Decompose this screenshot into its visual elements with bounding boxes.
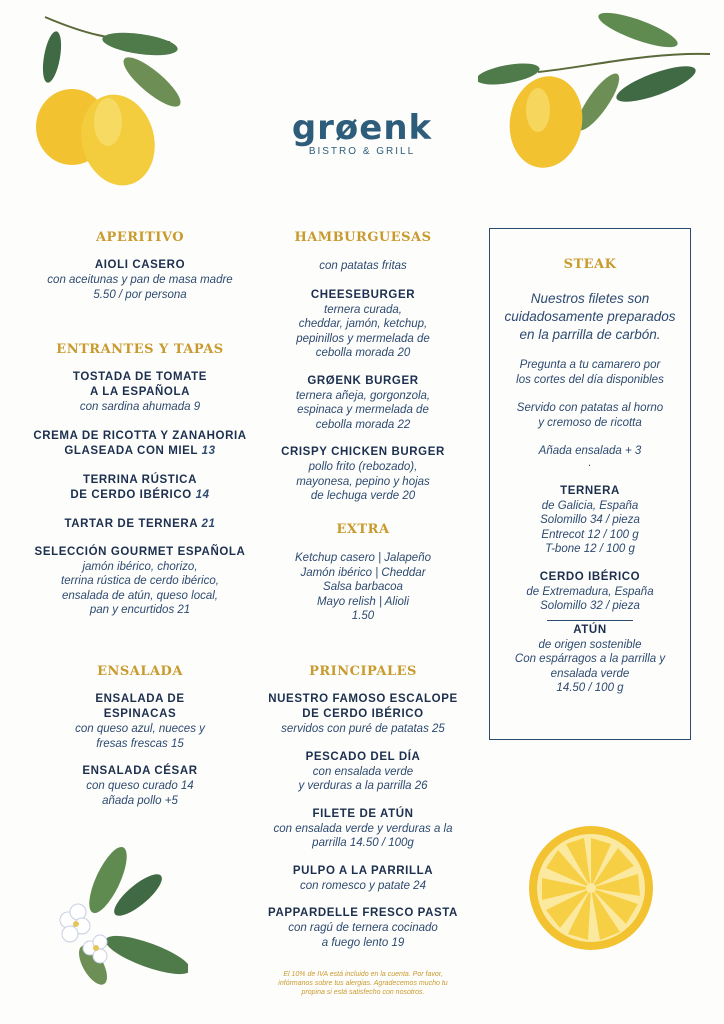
menu-item xyxy=(253,692,473,737)
steak-item xyxy=(490,570,690,614)
item-desc: cebolla morada 22 xyxy=(315,418,411,431)
item-desc: 14.50 / 100 g xyxy=(556,682,624,694)
item-name: ESPINACAS xyxy=(103,708,177,720)
section-title: APERITIVO xyxy=(95,230,185,245)
item-name: TOSTADA DE TOMATE xyxy=(72,371,208,383)
menu-item xyxy=(253,864,473,894)
extra-line: Mayo relish | Alioli xyxy=(316,595,410,608)
item-price: 21 xyxy=(201,517,216,530)
item-name: FILETE DE ATÚN xyxy=(312,807,414,820)
item-desc: mayonesa, pepino y hojas xyxy=(296,475,430,488)
item-name: NUESTRO FAMOSO ESCALOPE xyxy=(268,693,458,705)
ensalada-section xyxy=(20,664,260,808)
item-desc: de origen sostenible xyxy=(538,638,642,651)
extra-line: Jamón ibérico | Cheddar xyxy=(300,566,426,579)
menu-item xyxy=(253,750,473,794)
steak-item xyxy=(490,623,690,696)
item-desc: T-bone 12 / 100 g xyxy=(545,543,635,555)
item-name: CREMA DE RICOTTA Y ZANAHORIA xyxy=(33,429,247,442)
menu-item xyxy=(253,288,473,361)
item-price: 5.50 / por persona xyxy=(93,288,187,301)
item-price: 13 xyxy=(201,444,216,457)
item-desc: añada pollo +5 xyxy=(102,794,178,807)
item-name: TERNERA xyxy=(560,484,620,497)
item-desc: con queso curado 14 xyxy=(86,780,194,792)
lemon-slice-illustration xyxy=(526,824,656,952)
section-subtitle: con patatas fritas xyxy=(319,260,407,272)
steak-note: Servido con patatas al horno xyxy=(516,402,664,414)
brand-name: grøenk xyxy=(291,108,433,148)
item-desc: con queso azul, nueces y xyxy=(75,723,205,735)
item-desc: pollo frito (rebozado), xyxy=(308,461,418,473)
brand-logo xyxy=(262,108,462,157)
item-desc: jamón ibérico, chorizo, xyxy=(82,560,198,573)
item-name: PULPO A LA PARRILLA xyxy=(292,864,434,877)
item-name: SELECCIÓN GOURMET ESPAÑOLA xyxy=(34,545,246,558)
section-title: EXTRA xyxy=(336,522,390,537)
lemon-branch-right-illustration xyxy=(478,12,714,182)
item-desc: terrina rústica de cerdo ibérico, xyxy=(61,575,219,587)
item-name: GLASEADA CON MIEL xyxy=(64,444,198,457)
item-desc: pepinillos y mermelada de xyxy=(296,332,430,345)
item-name: GRØENK BURGER xyxy=(307,374,419,387)
section-title: ENTRANTES Y TAPAS xyxy=(56,342,224,357)
steak-intro-line: Nuestros filetes son xyxy=(530,291,650,306)
item-name: PAPPARDELLE FRESCO PASTA xyxy=(268,907,458,919)
footer-line: propina si está satisfecho con nosotros. xyxy=(301,989,425,996)
item-desc: parrilla 14.50 / 100g xyxy=(312,837,414,849)
footer-line: El 10% de IVA está incluido en la cuenta. Por favor, xyxy=(283,971,443,978)
item-desc: con ensalada verde xyxy=(312,765,414,778)
section-title: STEAK xyxy=(563,257,617,272)
item-desc: con romesco y patate 24 xyxy=(300,879,426,892)
menu-item xyxy=(20,258,260,302)
menu-item xyxy=(253,374,473,433)
item-desc: cheddar, jamón, ketchup, xyxy=(298,318,428,330)
item-desc: ensalada verde xyxy=(550,667,630,680)
item-desc: ternera curada, xyxy=(324,303,402,316)
item-desc: cebolla morada 20 xyxy=(315,347,411,359)
menu-item xyxy=(20,473,260,503)
hamburguesas-section xyxy=(253,230,473,504)
menu-item xyxy=(253,445,473,504)
item-name: CRISPY CHICKEN BURGER xyxy=(281,446,445,458)
item-name: CERDO IBÉRICO xyxy=(539,570,641,583)
steak-intro-line: en la parrilla de carbón. xyxy=(519,327,661,342)
lemon-branch-left-illustration xyxy=(20,12,190,202)
extra-section xyxy=(253,522,473,624)
extra-line: Salsa barbacoa xyxy=(323,581,403,593)
item-name: ATÚN xyxy=(573,623,607,636)
item-name: DE CERDO IBÉRICO xyxy=(302,708,424,720)
menu-item xyxy=(20,692,260,751)
item-name: ENSALADA CÉSAR xyxy=(82,765,198,777)
item-desc: fresas frescas 15 xyxy=(96,737,184,750)
item-desc: de lechuga verde 20 xyxy=(310,490,416,502)
steak-note: Añada ensalada + 3 xyxy=(538,445,642,457)
item-desc: Entrecot 12 / 100 g xyxy=(541,528,639,541)
aperitivo-section xyxy=(20,230,260,302)
item-desc: servidos con puré de patatas 25 xyxy=(281,723,445,735)
item-desc: con sardina ahumada 9 xyxy=(79,401,201,413)
item-name: A LA ESPAÑOLA xyxy=(89,386,190,398)
extra-price: 1.50 xyxy=(351,610,375,622)
item-desc: y verduras a la parrilla 26 xyxy=(298,780,428,792)
item-name: AIOLI CASERO xyxy=(94,259,186,271)
item-name: TERRINA RÚSTICA xyxy=(83,473,197,486)
steak-item xyxy=(490,484,690,557)
item-desc: ternera añeja, gorgonzola, xyxy=(295,389,431,402)
menu-item xyxy=(20,517,260,532)
item-desc: espinaca y mermelada de xyxy=(297,404,429,416)
item-name: CHEESEBURGER xyxy=(310,288,416,301)
item-desc: pan y encurtidos 21 xyxy=(89,604,191,616)
menu-item xyxy=(20,545,260,618)
section-title: HAMBURGUESAS xyxy=(294,230,432,245)
item-desc: de Extremadura, España xyxy=(526,585,654,598)
steak-note: Pregunta a tu camarero por xyxy=(519,359,661,371)
leaves-flowers-illustration xyxy=(38,840,188,990)
divider xyxy=(547,620,633,621)
steak-note: los cortes del día disponibles xyxy=(516,373,664,386)
item-desc: a fuego lento 19 xyxy=(321,936,405,949)
item-desc: Solomillo 34 / pieza xyxy=(540,514,640,526)
item-desc: Solomillo 32 / pieza xyxy=(540,600,640,612)
menu-item xyxy=(253,906,473,950)
item-desc: con ragú de ternera cocinado xyxy=(288,922,438,934)
entrantes-section xyxy=(20,342,260,618)
menu-item xyxy=(20,429,260,459)
steak-dot: . xyxy=(588,456,592,469)
principales-section xyxy=(253,664,473,950)
footer-note xyxy=(258,970,468,997)
steak-intro-line: cuidadosamente preparados xyxy=(504,309,676,324)
brand-tagline: BISTRO & GRILL xyxy=(308,146,416,157)
item-desc: Con espárragos a la parrilla y xyxy=(514,653,666,665)
menu-item xyxy=(20,370,260,415)
steak-note: y cremoso de ricotta xyxy=(538,416,642,429)
item-desc: con ensalada verde y verduras a la xyxy=(273,822,453,835)
extra-line: Ketchup casero | Jalapeño xyxy=(295,552,431,564)
steak-intro xyxy=(490,290,690,344)
item-desc: de Galicia, España xyxy=(541,499,639,512)
item-price: 14 xyxy=(195,488,210,501)
menu-item xyxy=(253,807,473,851)
item-name: PESCADO DEL DÍA xyxy=(305,750,421,763)
steak-section xyxy=(489,228,691,740)
item-desc: ensalada de atún, queso local, xyxy=(61,589,218,602)
item-desc: con aceitunas y pan de masa madre xyxy=(47,274,233,286)
footer-line: infórmanos sobre tus alergias. Agradecemos mucho tu xyxy=(278,980,448,987)
item-name: ENSALADA DE xyxy=(95,693,185,705)
section-title: ENSALADA xyxy=(97,664,183,679)
item-name: DE CERDO IBÉRICO xyxy=(70,488,192,501)
menu-item xyxy=(20,764,260,808)
item-name: TARTAR DE TERNERA xyxy=(64,517,198,530)
section-title: PRINCIPALES xyxy=(309,664,417,679)
